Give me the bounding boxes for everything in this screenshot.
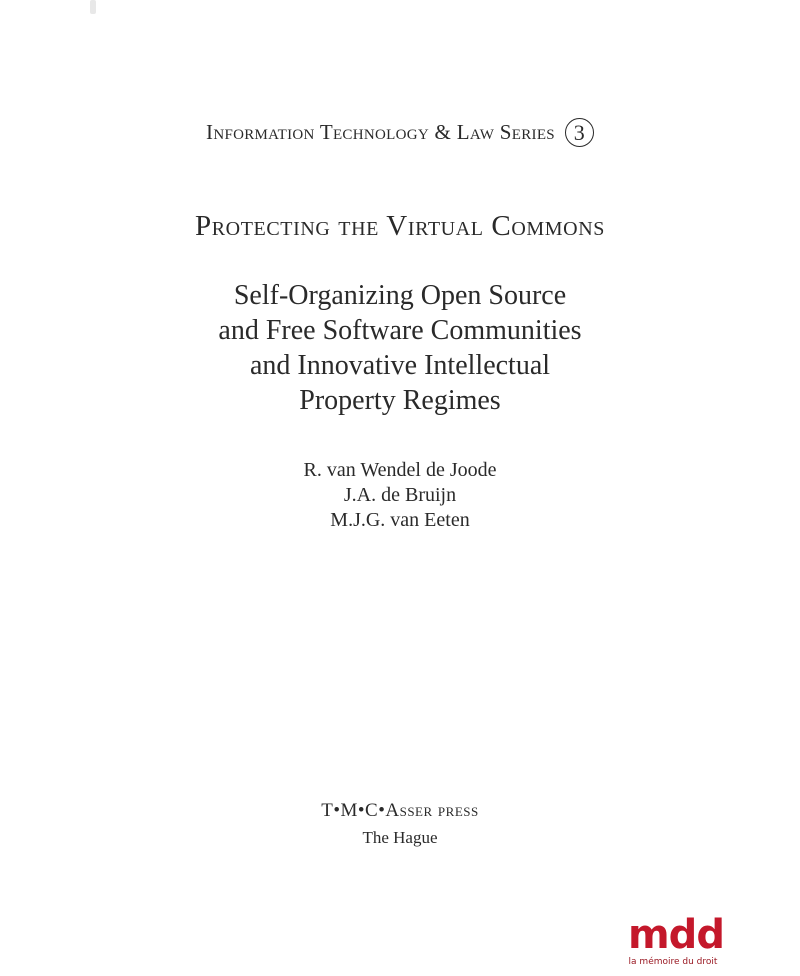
series-line (0, 118, 800, 147)
mdd-logo (628, 912, 724, 967)
book-title: Protecting the Virtual Commons (195, 210, 605, 242)
subtitle-line: and Innovative Intellectual (249, 350, 551, 381)
series-number-badge: 3 (565, 118, 594, 147)
author-list (0, 458, 800, 533)
logo-tagline: la mémoire du droit (628, 957, 718, 967)
scan-speck (90, 0, 96, 14)
logo-mark: mdd (628, 912, 724, 958)
subtitle-line: Property Regimes (299, 385, 501, 416)
publisher-name: T•M•C•Asser press (321, 800, 479, 821)
author-name: J.A. de Bruijn (343, 484, 457, 506)
book-subtitle (0, 278, 800, 418)
subtitle-line: Self-Organizing Open Source (233, 280, 567, 311)
publisher-city: The Hague (362, 828, 438, 847)
subtitle-line: and Free Software Communities (218, 315, 582, 346)
author-name: R. van Wendel de Joode (303, 459, 497, 481)
author-name: M.J.G. van Eeten (330, 509, 470, 531)
series-title: Information Technology & Law Series (206, 120, 555, 144)
publisher-block (0, 800, 800, 848)
